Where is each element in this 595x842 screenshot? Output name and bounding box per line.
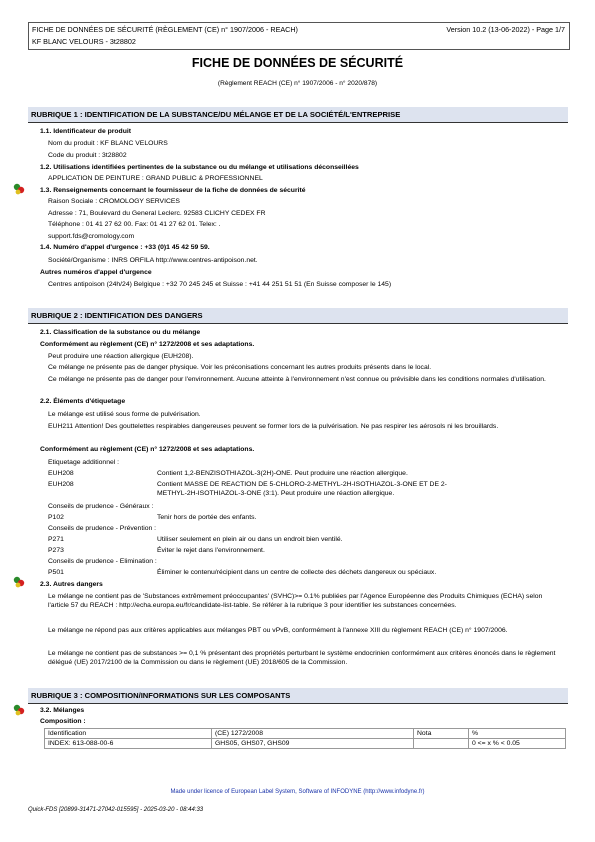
endocrine-statement: Le mélange ne contient pas de substances >= 0,1 % présentant des propriétés perturbant le système endocrinien conformément aux critères énoncés dans le règlement délégué (UE) 2017/2100 de la Commission ou dans le règlement (UE) 2018/605 de la Commission. [48, 650, 556, 666]
other-emergency-heading: Autres numéros d'appel d'urgence [40, 269, 152, 276]
table-cell: 0 <= x % < 0.05 [469, 739, 566, 749]
precaution-statement: Éviter le rejet dans l'environnement. [157, 547, 265, 554]
subsection-2-2: 2.2. Éléments d'étiquetage [40, 398, 126, 405]
precaution-code: P102 [48, 514, 64, 521]
table-header-row [45, 729, 566, 739]
table-cell: GHS05, GHS07, GHS09 [212, 739, 414, 749]
hazard-code: EUH208 [48, 470, 74, 477]
classification-text-2: Ce mélange ne présente pas de danger physique. Voir les préconisations concernant les autres produits présents dans le local. [48, 364, 432, 371]
column-header: % [469, 729, 566, 739]
subsection-1-2: 1.2. Utilisations identifiées pertinentes de la substance ou du mélange et utilisations déconseillées [40, 164, 359, 171]
hazard-statement: Contient MASSE DE REACTION DE 5-CHLORO-2-METHYL-2H-ISOTHIAZOL-3-ONE ET DE 2-METHYL-2H-ISOTHIAZOL-3-ONE (3:1). Peut produire une réaction allergique. [157, 481, 447, 497]
precaution-statement: Tenir hors de portée des enfants. [157, 514, 257, 521]
header-doc-title: FICHE DE DONNÉES DE SÉCURITÉ (RÈGLEMENT (CE) n° 1907/2006 - REACH) [32, 25, 298, 34]
revision-flag-icon [13, 704, 25, 716]
section-3-heading: RUBRIQUE 3 : COMPOSITION/INFORMATIONS SUR LES COMPOSANTS [28, 688, 568, 704]
classification-text-3: Ce mélange ne présente pas de danger pour l'environnement. Aucune atteinte à l'environnement n'est connue ou prévisible dans les conditions normales d'utilisation. [48, 376, 546, 383]
page-header [28, 22, 570, 50]
usage: APPLICATION DE PEINTURE : GRAND PUBLIC & PROFESSIONNEL [48, 175, 263, 182]
supplier-address: Adresse : 71, Boulevard du General Leclerc. 92583 CLICHY CEDEX FR [48, 210, 266, 217]
supplier-phone: Téléphone : 01 41 27 62 00. Fax: 01 41 27 62 01. Telex: . [48, 221, 221, 228]
hazard-code: EUH208 [48, 481, 74, 488]
composition-table [44, 728, 566, 749]
column-header: Nota [414, 729, 469, 739]
page-subtitle: (Règlement REACH (CE) n° 1907/2006 - n° 2020/878) [217, 80, 378, 87]
header-version: Version 10.2 (13-06-2022) - Page 1/7 [446, 25, 565, 34]
document-reference: Quick-FDS [20899-31471-27042-015595] - 2025-03-20 - 08:44:33 [28, 807, 204, 813]
precaution-prevention-heading: Conseils de prudence - Prévention : [48, 525, 157, 532]
supplier-email[interactable]: support.fds@cromology.com [48, 233, 135, 240]
revision-flag-icon [13, 576, 25, 588]
regulation-note-2: Conformément au règlement (CE) n° 1272/2008 et ses adaptations. [40, 446, 255, 453]
subsection-1-3: 1.3. Renseignements concernant le fournisseur de la fiche de données de sécurité [40, 187, 306, 194]
precaution-code: P501 [48, 569, 64, 576]
section-1-heading: RUBRIQUE 1 : IDENTIFICATION DE LA SUBSTANCE/DU MÉLANGE ET DE LA SOCIÉTÉ/L'ENTREPRISE [28, 107, 568, 123]
classification-text-1: Peut produire une réaction allergique (EUH208). [48, 353, 194, 360]
label-spray-note: Le mélange est utilisé sous forme de pulvérisation. [48, 411, 201, 418]
subsection-2-1: 2.1. Classification de la substance ou du mélange [40, 329, 201, 336]
hazard-statement: Contient 1,2-BENZISOTHIAZOL-3(2H)-ONE. Peut produire une réaction allergique. [157, 470, 408, 477]
section-2-heading: RUBRIQUE 2 : IDENTIFICATION DES DANGERS [28, 308, 568, 324]
subsection-1-1: 1.1. Identificateur de produit [40, 128, 132, 135]
precaution-statement: Utiliser seulement en plein air ou dans un endroit bien ventilé. [157, 536, 343, 543]
svhc-statement: Le mélange ne contient pas de 'Substances extrêmement préoccupantes' (SVHC)>= 0.1% publiées par l'Agence Européenne des Produits Chimiques (ECHA) selon l'article 57 du REACH : http://echa.europa.eu/fr/candidate-list-table. Se référer à la rubrique 3 pour identifier les substances concernées. [48, 593, 543, 609]
subsection-2-3: 2.3. Autres dangers [40, 581, 103, 588]
subsection-1-4: 1.4. Numéro d'appel d'urgence : +33 (0)1 45 42 59 59. [40, 244, 210, 251]
pbt-statement: Le mélange ne répond pas aux critères applicables aux mélanges PBT ou vPvB, conformément à l'annexe XIII du règlement REACH (CE) n° 1907/2006. [48, 627, 508, 634]
label-euh211: EUH211 Attention! Des gouttelettes respirables dangereuses peuvent se former lors de la pulvérisation. Ne pas respirer les aérosols ni les brouillards. [48, 423, 499, 430]
table-cell: INDEX: 613-088-00-6 [45, 739, 212, 749]
subsection-3-2: 3.2. Mélanges [40, 707, 85, 714]
poison-centres: Centres antipoison (24h/24) Belgique : +32 70 245 245 et Suisse : +41 44 251 51 51 (En Suisse composer le 145) [48, 281, 392, 288]
column-header: Identification [45, 729, 212, 739]
column-header: (CE) 1272/2008 [212, 729, 414, 739]
precaution-code: P271 [48, 536, 64, 543]
supplier-name: Raison Sociale : CROMOLOGY SERVICES [48, 198, 180, 205]
precaution-general-heading: Conseils de prudence - Généraux : [48, 503, 154, 510]
product-code: Code du produit : 3t28802 [48, 152, 127, 159]
regulation-note-1: Conformément au règlement (CE) n° 1272/2008 et ses adaptations. [40, 341, 255, 348]
revision-flag-icon [13, 183, 25, 195]
additional-labelling: Etiquetage additionnel : [48, 459, 120, 466]
licence-footer[interactable]: Made under licence of European Label System, Software of INFODYNE (http://www.infodyne.fr) [170, 789, 425, 795]
table-row [45, 739, 566, 749]
page-title: FICHE DE DONNÉES DE SÉCURITÉ [191, 56, 404, 70]
emergency-organisation: Société/Organisme : INRS ORFILA http://www.centres-antipoison.net. [48, 257, 258, 264]
precaution-disposal-heading: Conseils de prudence - Elimination : [48, 558, 157, 565]
precaution-statement: Éliminer le contenu/récipient dans un centre de collecte des déchets dangereux ou spéciaux. [157, 569, 437, 576]
precaution-code: P273 [48, 547, 64, 554]
product-name: Nom du produit : KF BLANC VELOURS [48, 140, 168, 147]
header-product: KF BLANC VELOURS - 3t28802 [32, 37, 136, 46]
table-cell [414, 739, 469, 749]
composition-heading: Composition : [40, 718, 86, 725]
